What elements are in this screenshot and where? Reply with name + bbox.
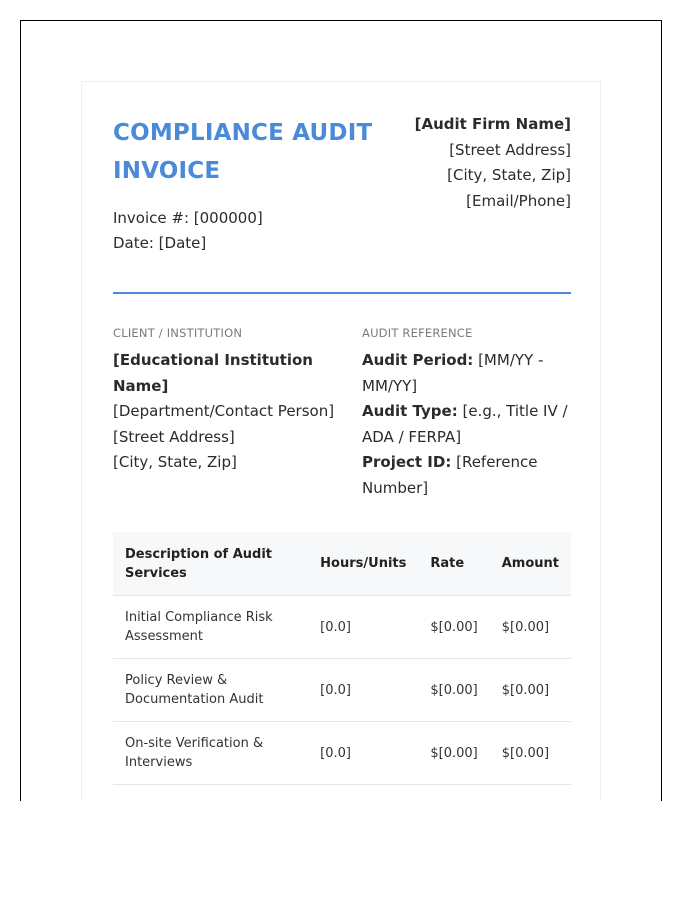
audit-reference-label: AUDIT REFERENCE xyxy=(362,326,473,340)
audit-type-value: [e.g., Title IV / ADA / FERPA] xyxy=(362,402,568,446)
audit-reference-section xyxy=(362,326,572,502)
audit-reference-details xyxy=(362,348,572,502)
cell-amount: $[0.00] xyxy=(490,659,571,722)
table-row xyxy=(113,596,571,659)
header-description: Description of Audit Services xyxy=(113,532,308,596)
invoice-meta xyxy=(113,206,263,256)
cell-description: Initial Compliance Risk Assessment xyxy=(113,596,308,659)
firm-contact: [Email/Phone] xyxy=(466,191,571,210)
services-table xyxy=(113,532,571,785)
client-label: CLIENT / INSTITUTION xyxy=(113,326,243,340)
cell-rate: $[0.00] xyxy=(418,596,489,659)
cell-rate: $[0.00] xyxy=(418,722,489,785)
invoice-number: Invoice #: [000000] xyxy=(113,209,263,227)
firm-street: [Street Address] xyxy=(449,140,571,159)
audit-type-label: Audit Type: xyxy=(362,402,458,421)
header-divider xyxy=(113,292,571,294)
cell-hours: [0.0] xyxy=(308,659,418,722)
client-details xyxy=(113,348,343,476)
invoice-card xyxy=(81,81,601,801)
cell-amount: $[0.00] xyxy=(490,722,571,785)
firm-name: [Audit Firm Name] xyxy=(414,115,571,133)
document-frame xyxy=(20,20,662,801)
header-hours: Hours/Units xyxy=(308,532,418,596)
table-row xyxy=(113,722,571,785)
cell-amount: $[0.00] xyxy=(490,596,571,659)
cell-description: On-site Verification & Interviews xyxy=(113,722,308,785)
header-amount: Amount xyxy=(490,532,571,596)
table-row xyxy=(113,659,571,722)
firm-block xyxy=(371,112,571,214)
project-id xyxy=(362,450,572,501)
client-city: [City, State, Zip] xyxy=(113,453,237,472)
client-name: [Educational Institution Name] xyxy=(113,351,313,395)
client-department: [Department/Contact Person] xyxy=(113,402,335,421)
cell-rate: $[0.00] xyxy=(418,659,489,722)
invoice-title: COMPLIANCE AUDIT INVOICE xyxy=(113,120,373,184)
client-street: [Street Address] xyxy=(113,427,235,446)
cell-description: Policy Review & Documentation Audit xyxy=(113,659,308,722)
invoice-date: Date: [Date] xyxy=(113,234,207,252)
audit-type xyxy=(362,399,572,450)
project-id-label: Project ID: xyxy=(362,453,452,472)
header-rate: Rate xyxy=(418,532,489,596)
audit-period-value: [MM/YY - MM/YY] xyxy=(362,351,544,395)
project-id-value: [Reference Number] xyxy=(362,453,538,497)
client-section xyxy=(113,326,343,476)
audit-period xyxy=(362,348,572,399)
cell-hours: [0.0] xyxy=(308,722,418,785)
audit-period-label: Audit Period: xyxy=(362,351,474,369)
cell-hours: [0.0] xyxy=(308,596,418,659)
table-header-row xyxy=(113,532,571,596)
firm-city: [City, State, Zip] xyxy=(447,166,571,184)
